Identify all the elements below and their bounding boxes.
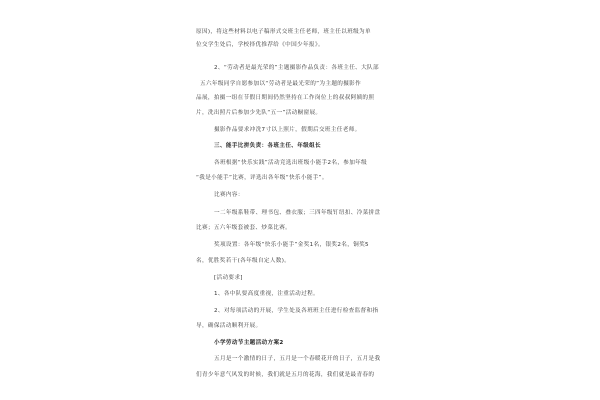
text-line: “我是小能手”比赛，评选出各年级“快乐小能手”。 [196,175,328,181]
text-line: [活动要求] [214,275,243,281]
text-line: 位交学生处后，学校择优推荐给《中国少年报》。 [196,42,324,48]
section-heading: 三、能手比拼负责：各班主任、年级组长 [214,143,321,149]
text-line: 1、各中队要高度重视，注重活动过程。 [214,291,319,297]
text-line: 奖项设置：各年级“快乐小能手”金奖1名，银奖2名，铜奖5 [214,242,369,248]
text-line: 原因)，将这些材料以电子稿形式交班主任老师，班主任以班级为单 [196,29,371,35]
text-line: 片，洗出照片后参加少先队“五一”活动橱窗展。 [196,110,322,116]
text-line: 各班根据“快乐实践”活动竞选出班级小能手2名，参加年级 [214,160,368,166]
text-line: 五六年级同学自愿参加以“劳动者是最光荣的”为主题的摄影作 [200,81,362,87]
text-line: 品展，拍摄一组在节假日期间仍然坚持在工作岗位上的叔叔阿姨的照 [196,95,375,101]
text-line: 导，确保活动顺利开展。 [196,323,262,329]
section-heading: 小学劳动节主题活动方案2 [214,340,284,346]
text-line: 名，优胜奖若干(各年级自定人数)。 [196,258,291,264]
text-line: 2、“劳动者是最光荣的”主题摄影作品负责：各班主任、大队部 [214,65,379,71]
text-line: 一二年级系鞋带、理书包、叠衣服；三四年级钉纽扣、冷菜拼盘 [214,210,381,216]
text-line: 2、对每项活动的开展，学生处及各班班主任进行检查监督和指 [214,308,379,314]
text-line: 摄影作品要求冲洗7寸以上照片，假期后交班主任老师。 [214,127,361,133]
text-line: 们青少年意气风发的时候，我们就是五月的花海，我们就是最青春的 [196,372,375,378]
text-line: 比赛；五六年级套被套、炒菜比赛。 [196,225,292,231]
text-line: 比赛内容： [214,192,244,198]
text-line: 五月是一个激情的日子，五月是一个春暖花开的日子，五月是我 [214,356,381,362]
